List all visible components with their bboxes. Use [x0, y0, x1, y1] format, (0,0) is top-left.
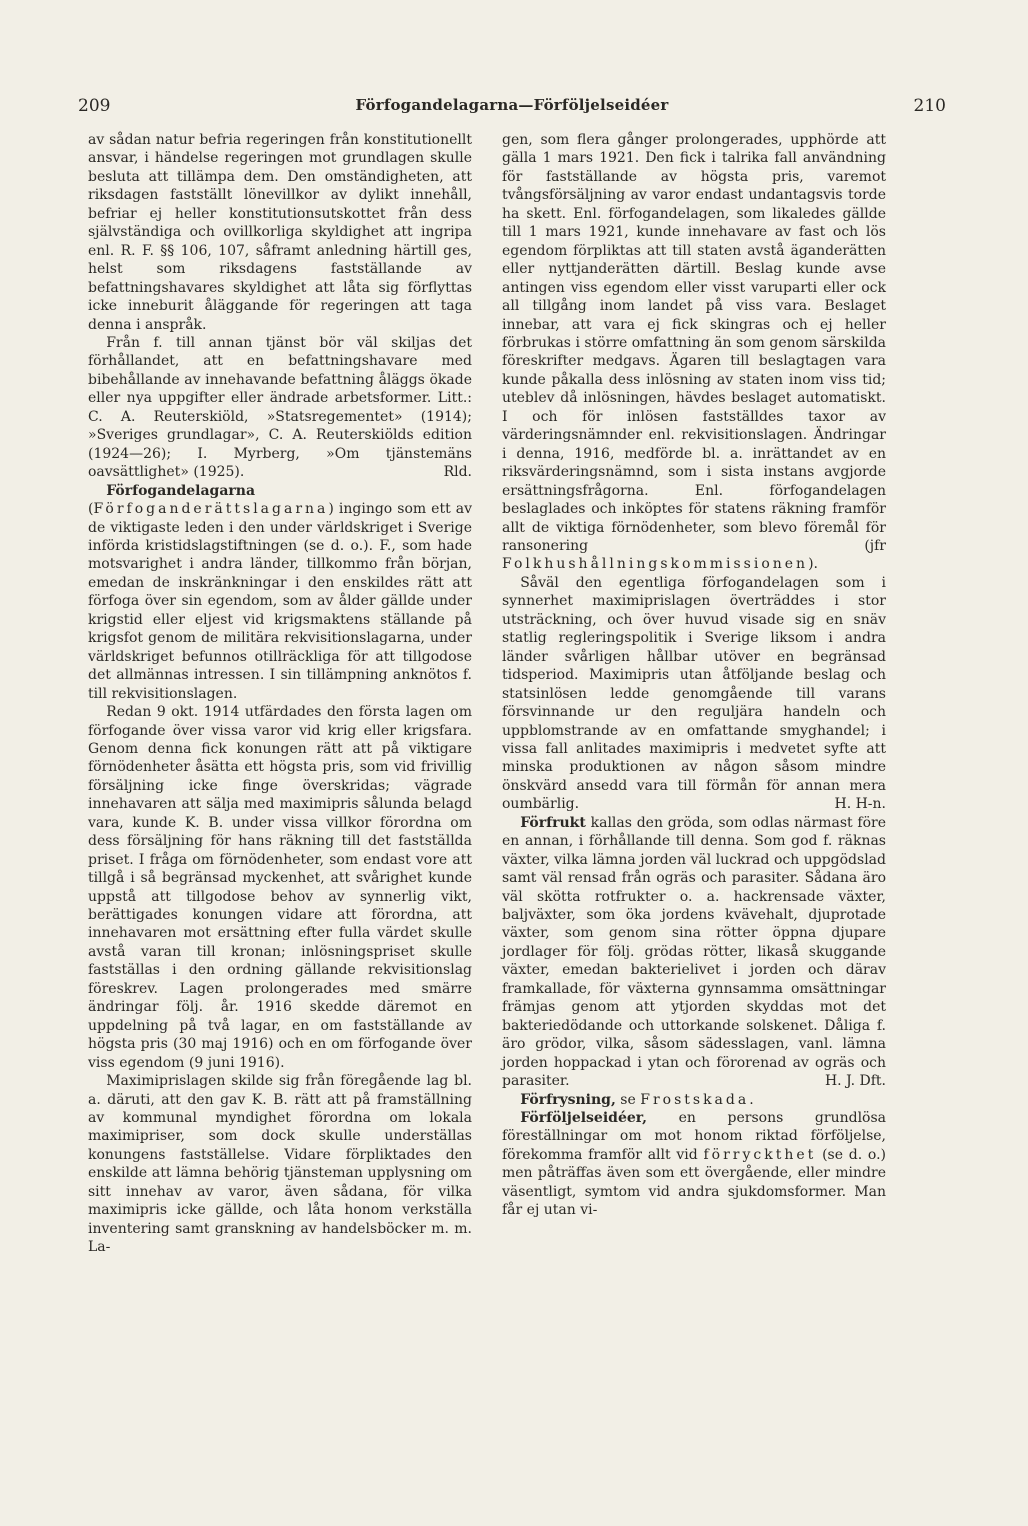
paragraph-text: Från f. till annan tjänst bör väl skiljas det förhållandet, att en befattningshavare med bibehållande av innehavande befattning åläggs ökade eller nya uppgifter eller ändrade arbetsformer. Litt.: C. A. Reuterskiöld, »Statsregementet» (1914); »Sveriges grundlagar», C. A. Reuterskiölds edition (1924—26); I. Myrberg, »Om tjänstemäns oavsättlighet» (1925). — [88, 334, 472, 481]
cross-reference: Frostskada — [640, 1091, 750, 1108]
author-signature: H. J. Dft. — [824, 1073, 886, 1090]
entry-text: en persons grundlösa föreställningar om mot honom riktad förföljelse, förekomma framför allt vid — [502, 1110, 887, 1163]
running-title: Förfogandelagarna—Förföljelseidéer — [355, 96, 669, 114]
entry-end: . — [749, 1091, 754, 1108]
entry-text: kallas den gröda, som odlas närmast före en annan, i förhållande till denna. Som god f. räknas växter, vilka lämna jorden väl luckrad och uppgödslad samt väl rensad från ogräs och parasiter. Sådana äro väl skötta rotfrukter o. a. hackrensade växter, baljväxter, som öka jordens kvävehalt, djuprotade växter, som genom sina rötter öppna djupare jordlager för följ. grödas rötter, likaså skuggande växter, emedan bakterielivet i jorden och därav framkallade, för växterna gynnsamma omsättningar främjas genom att ytjorden skyddas mot det bakteriedödande och uttorkande solskenet. Dåliga f. äro grödor, vilka, såsom sädesslagen, vanl. lämna jorden hoppackad i ytan och förorenad av ogräs och parasiter. — [502, 814, 886, 1090]
paragraph — [88, 334, 472, 482]
entry-text: ingingo som ett av de viktigaste leden i den under världskriget i Sverige införda kristidslagstiftningen (se d. o.). F., som hade motsvarighet i andra länder, tillkommo från början, emedan de inskränkningar i den enskildes rätt att förfoga över sin egendom, som av ålder gällde under krigstid eller eljest vid krigsmaktens ställande på krigsfot genom de militära rekvisitionslagarna, under världskriget befunnos otillräckliga för att tillgodose det allmännas intressen. I sin tillämpning anknötos f. till rekvisitionslagen. — [88, 501, 472, 702]
right-column — [502, 131, 886, 1220]
entry-forfrysning — [502, 1091, 886, 1109]
entry-text: (se d. o.) men påträffas även som ett övergående, eller mindre väsentligt, symtom vid andra sjukdomsformer. Man får ej utan vi- — [502, 1146, 887, 1219]
paragraph — [502, 131, 886, 574]
paragraph-text: Såväl den egentliga förfogandelagen som i synnerhet maximiprislagen överträddes i stor utsträckning, och över huvud visade sig en snäv statlig regleringspolitik i Sverige liksom i andra länder svårligen hållbar utöver en begränsad tidsperiod. Maximipris utan åtföljande beslag och statsinlösen ledde genomgående till varans försvinnande ur den reguljära handeln och uppblomstrande av en omfattande smyghandel; i vissa fall anlitades maximipris i medvetet syfte att minska produktionen av någon såsom mindre önskvärd ansedd vara till förmån för annan mera oumbärlig. — [502, 574, 886, 813]
paragraph-end: ). — [808, 556, 818, 573]
spaced-term: Folkhushållningskommissionen — [502, 556, 809, 573]
spaced-term: Förfoganderättslagarna — [93, 501, 329, 518]
entry-headword: Förfrysning, — [520, 1091, 616, 1108]
entry-text: se — [620, 1091, 636, 1108]
entry-forfoljelseideer — [502, 1109, 886, 1220]
page-number-right: 210 — [913, 96, 946, 116]
paragraph: Maximiprislagen skilde sig från föregående lag bl. a. däruti, att den gav K. B. rätt att på framställning av kommunal myndighet förordna om lokala maximipriser, som dock skulle underställas konungens fastställelse. Vidare förpliktades den enskilde att lämna behörig tjänsteman upplysning om sitt innehav av varor, även sådana, för vilka maximipris icke gällde, och låta honom verkställa inventering samt granskning av handelsböcker m. m. La- — [88, 1073, 472, 1256]
cross-reference: förryckthet — [703, 1146, 817, 1163]
paragraph: av sådan natur befria regeringen från konstitutionellt ansvar, i händelse regeringen mot grundlagen skulle besluta att tillämpa dem. Den omständigheten, att riksdagen fastställt lönevillkor av dylikt innehåll, befriar ej heller konstitutionsutskottet från dess självständiga och ovillkorliga skyldighet att ingripa enl. R. F. §§ 106, 107, såframt anledning härtill ges, helst som riksdagens fastställande av befattningshavares skyldighet att låta sig förflyttas icke inneburit åläggande för regeringen att taga denna i anspråk. — [88, 132, 472, 333]
left-column — [88, 131, 472, 1257]
entry-forfogandelagarna: Förfogandelagarna (Förfoganderättslagarna) ingingo som ett av de viktigaste leden i den under världskriget i Sverige införda kristidslagstiftningen (se d. o.). F., som hade motsvarighet i andra länder, tillkommo från början, emedan de inskränkningar i den enskildes rätt att förfoga över sin egendom, som av ålder gällde under krigstid eller eljest vid krigsmaktens ställande på krigsfot genom de militära rekvisitionslagarna, under världskriget befunnos otillräckliga för att tillgodose det allmännas intressen. I sin tillämpning anknötos f. till rekvisitionslagen. — [88, 482, 472, 702]
page-header — [78, 96, 946, 122]
entry-headword: Förfogandelagarna — [106, 482, 256, 499]
entry-headword: Förfrukt — [520, 814, 586, 831]
paragraph-text: gen, som flera gånger prolongerades, upphörde att gälla 1 mars 1921. Den fick i talrika fall användning för fastställande av högsta pris, varemot tvångsförsäljning av varor endast undantagsvis torde ha skett. Enl. förfogandelagen, som likaledes gällde till 1 mars 1921, kunde innehavare av fast och lös egendom förpliktas att till staten avstå äganderätten eller nyttjanderätten därtill. Beslag kunde avse antingen viss egendom eller visst varuparti eller ock all tillgång inom landet på viss vara. Beslaget innebar, att vara ej fick skingras och ej heller förbrukas i större omfattning än som genom särskilda föreskrifter medgavs. Ägaren till beslagtagen vara kunde påkalla dess inlösning av staten inom viss tid; uteblev då inlösningen, hävdes beslaget automatiskt. I och för inlösen fastställdes taxor av värderingsnämnder enl. rekvisitionslagen. Ändringar i denna, 1916, medförde bl. a. inrättandet av en riksvärderingsnämnd, som i sista instans avgjorde ersättningsfrågorna. Enl. förfogandelagen beslaglades och inköptes för statens räkning framför allt de viktiga förnödenheter, som blevo föremål för ransonering (jfr — [502, 132, 886, 554]
author-signature: H. H-n. — [834, 796, 886, 813]
paragraph — [502, 574, 886, 814]
entry-headword: Förföljelseidéer, — [520, 1110, 647, 1127]
paragraph: Redan 9 okt. 1914 utfärdades den första lagen om förfogande över vissa varor vid krig eller krigsfara. Genom denna fick konungen rätt att på viktigare förnödenheter åsätta ett högsta pris, som vid frivillig försäljning icke finge överskridas; vägrade innehavaren att sälja med maximipris sålunda belagd vara, kunde K. B. under vissa villkor förordna om dess försäljning för hans räkning till det fastställda priset. I fråga om förnödenheter, som endast vore att tillgå i så begränsad myckenhet, att svårighet kunde uppstå att tillgodose behov av synnerlig vikt, berättigades konungen vidare att förordna, att innehavaren mot ersättning efter fulla värdet skulle avstå varan till kronan; inlösningspriset skulle fastställas i den ordning gällande rekvisitionslag föreskrev. Lagen prolongerades med smärre ändringar följ. år. 1916 skedde däremot en uppdelning på två lagar, en om fastställande av högsta pris (30 maj 1916) och en om förfogande över viss egendom (9 juni 1916). — [88, 704, 472, 1071]
author-signature: Rld. — [443, 464, 472, 481]
entry-forfrukt — [502, 814, 886, 1091]
page-number-left: 209 — [78, 96, 111, 116]
